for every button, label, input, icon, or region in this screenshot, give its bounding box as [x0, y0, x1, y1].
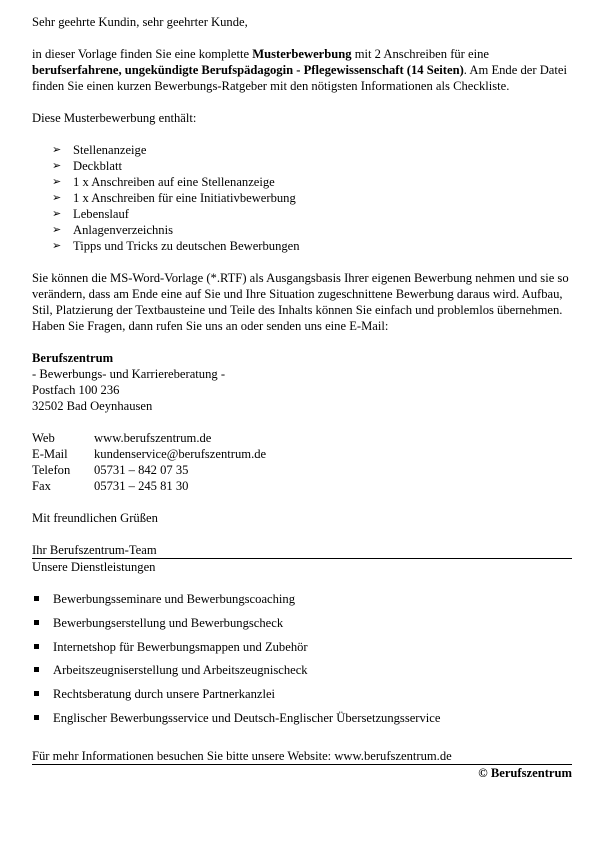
company-city: 32502 Bad Oeynhausen: [32, 399, 153, 413]
list-item-label: Arbeitszeugniserstellung und Arbeitszeugnischeck: [53, 663, 308, 678]
list-item: [52, 206, 572, 222]
list-item-label: Anlagenverzeichnis: [73, 223, 174, 237]
contact-label: Fax: [32, 479, 51, 493]
contact-label: Web: [32, 431, 55, 445]
list-item: [32, 662, 572, 686]
intro-text-2: mit 2 Anschreiben für eine: [351, 47, 490, 61]
list-item: [52, 222, 572, 238]
signature: Ihr Berufszentrum-Team: [32, 543, 157, 557]
list-item: [52, 142, 572, 158]
services-list: [32, 591, 572, 734]
services-heading: Unsere Dienstleistungen: [32, 560, 156, 574]
list-item-label: Stellenanzeige: [73, 143, 147, 157]
list-item-label: Tipps und Tricks zu deutschen Bewerbungen: [73, 239, 300, 253]
list-item: [32, 686, 572, 710]
intro-text-3: . Am Ende der Datei finden Sie einen kurzen Bewerbungs-Ratgeber mit den nötigsten Informationen als Checkliste.: [32, 63, 567, 93]
closing: Mit freundlichen Grüßen: [32, 511, 158, 525]
list-item: [32, 710, 572, 734]
square-bullet-icon: [34, 715, 39, 720]
contact-table: [32, 430, 266, 494]
company-name: Berufszentrum: [32, 351, 114, 365]
table-row: [32, 462, 266, 478]
list-item-label: Englischer Bewerbungsservice und Deutsch-Englischer Übersetzungsservice: [53, 710, 441, 725]
intro-paragraph: [32, 46, 572, 94]
more-info: Für mehr Informationen besuchen Sie bitte unsere Website: www.berufszentrum.de: [32, 748, 452, 763]
intro-text-1: in dieser Vorlage finden Sie eine komplette: [32, 47, 253, 61]
square-bullet-icon: [34, 691, 39, 696]
company-street: Postfach 100 236: [32, 383, 120, 397]
arrow-bullet-icon: ➢: [52, 208, 62, 220]
arrow-bullet-icon: ➢: [52, 224, 62, 236]
square-bullet-icon: [34, 644, 39, 649]
list-item: [32, 591, 572, 615]
company-address: [32, 350, 572, 414]
questions-paragraph: Haben Sie Fragen, dann rufen Sie uns an oder senden uns eine E-Mail:: [32, 319, 389, 333]
document-page: [32, 14, 572, 781]
table-row: [32, 446, 266, 462]
list-item: [32, 615, 572, 639]
arrow-bullet-icon: ➢: [52, 192, 62, 204]
arrow-bullet-icon: ➢: [52, 176, 62, 188]
list-item-label: Bewerbungsseminare und Bewerbungscoaching: [53, 592, 296, 606]
arrow-bullet-icon: ➢: [52, 144, 62, 156]
contents-heading: Diese Musterbewerbung enthält:: [32, 111, 197, 125]
copyright: © Berufszentrum: [478, 765, 572, 780]
list-item-label: 1 x Anschreiben für eine Initiativbewerbung: [73, 191, 296, 205]
square-bullet-icon: [34, 596, 39, 601]
list-item: [52, 174, 572, 190]
list-item: [52, 158, 572, 174]
list-item: [52, 238, 572, 254]
intro-bold-2: berufserfahrene, ungekündigte Berufspädagogin - Pflegewissenschaft (14 Seiten): [32, 63, 464, 77]
square-bullet-icon: [34, 667, 39, 672]
list-item-label: Deckblatt: [73, 159, 122, 173]
square-bullet-icon: [34, 620, 39, 625]
contact-value[interactable]: kundenservice@berufszentrum.de: [94, 447, 267, 461]
list-item-label: Internetshop für Bewerbungsmappen und Zubehör: [53, 639, 308, 654]
contact-label: E-Mail: [32, 447, 68, 461]
contact-value: 05731 – 842 07 35: [94, 463, 189, 477]
table-row: [32, 430, 266, 446]
list-item-label: Lebenslauf: [73, 207, 129, 221]
list-item-label: 1 x Anschreiben auf eine Stellenanzeige: [73, 175, 275, 189]
contents-list: [32, 142, 572, 254]
contact-label: Telefon: [32, 463, 71, 477]
contact-value[interactable]: www.berufszentrum.de: [94, 431, 212, 445]
arrow-bullet-icon: ➢: [52, 240, 62, 252]
list-item-label: Bewerbungserstellung und Bewerbungscheck: [53, 615, 284, 630]
intro-bold-1: Musterbewerbung: [252, 47, 352, 61]
company-tagline: - Bewerbungs- und Karriereberatung -: [32, 367, 226, 381]
table-row: [32, 478, 266, 494]
list-item: [52, 190, 572, 206]
list-item: [32, 639, 572, 663]
list-item-label: Rechtsberatung durch unsere Partnerkanzlei: [53, 687, 276, 702]
arrow-bullet-icon: ➢: [52, 160, 62, 172]
usage-paragraph: Sie können die MS-Word-Vorlage (*.RTF) als Ausgangsbasis Ihrer eigenen Bewerbung nehmen und sie so verändern, dass am Ende eine auf Sie und Ihre Situation zugeschnittene Bewerbung daraus wird. Aufbau, Stil, Platzierung der Textbausteine und Teile des Inhalts können Sie einfach und problemlos übernehmen.: [32, 271, 569, 317]
greeting: Sehr geehrte Kundin, sehr geehrter Kunde,: [32, 15, 248, 29]
contact-value: 05731 – 245 81 30: [94, 479, 189, 493]
